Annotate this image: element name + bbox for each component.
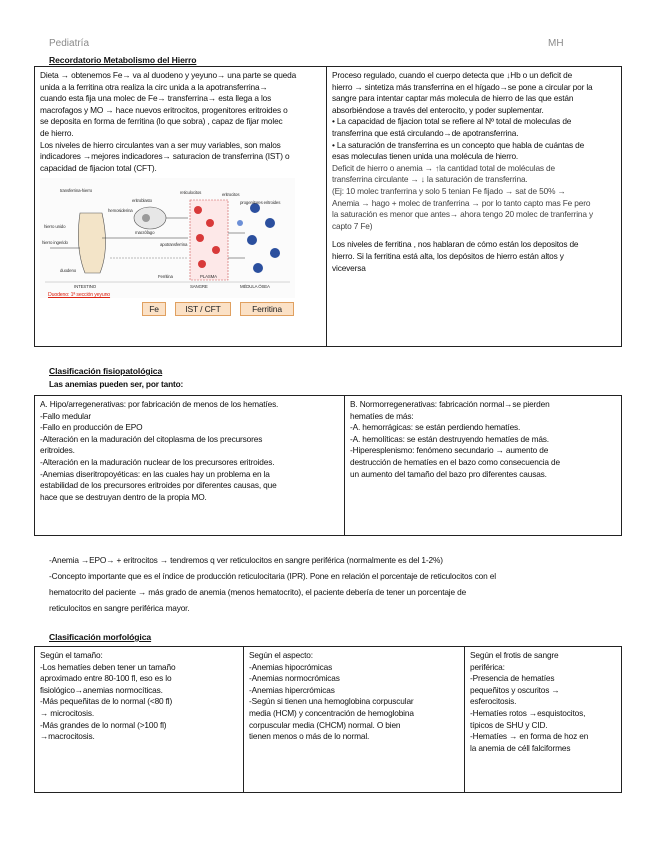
diagram-label: SANGRE <box>190 284 208 290</box>
text-line: indicadores →mejores indicadores→ saturacion de transferrina (IST) o <box>40 151 290 162</box>
hypo-regenerative-cell <box>35 396 345 536</box>
diagram-label: eritrocitos <box>222 192 240 198</box>
tag-ferritina: Ferritina <box>240 302 294 316</box>
iron-right-cell <box>327 67 622 347</box>
pathophysiological-title: Clasificación fisiopatológica <box>49 366 163 376</box>
text-line: Proceso regulado, cuando el cuerpo detecta que ↓Hb o un deficit de <box>332 70 573 80</box>
text-line: → microcitosis. <box>40 707 94 718</box>
text-line: -Más pequeñitas de lo normal (<80 fl) <box>40 696 173 707</box>
diagram-label: eritroblasto <box>132 198 152 204</box>
text-line: Dieta → obtenemos Fe→ va al duodeno y yeyuno→ una parte se queda <box>40 70 297 80</box>
smear-cell <box>465 647 622 793</box>
text-line: de hierro. <box>40 127 74 138</box>
iron-metabolism-table <box>34 66 622 347</box>
diagram-label: INTESTINO <box>74 284 97 290</box>
text-line: (Ej: 10 molec tranferrina y solo 5 tenian Fe fijado → sat de 50% → <box>332 185 566 196</box>
iron-left-cell <box>35 67 327 347</box>
diagram-label: progenitores eritroides <box>240 200 281 206</box>
text-line: -Presencia de hematíes <box>470 673 555 684</box>
size-cell <box>35 647 244 793</box>
text-line: • La capacidad de fijacion total se refiere al Nº total de moleculas de <box>332 116 572 127</box>
text-line: Según el tamaño: <box>40 650 103 660</box>
diagram-label: MÉDULA ÓSEA <box>240 284 270 290</box>
text-line: -Fallo en producción de EPO <box>40 422 143 433</box>
progenitor-cell <box>237 220 243 226</box>
header-left: Pediatría <box>49 38 90 49</box>
tag-ist-cft: IST / CFT <box>175 302 231 316</box>
text-line: corpuscular media (CHCM) normal. O bien <box>249 719 401 730</box>
text-line: unida a la ferritina otra realiza la circ unida a la apotransferrina→ <box>40 81 268 92</box>
note-line: -Anemia →EPO→ + eritrocitos → tendremos q ver reticulocitos en sangre periférica (normalmente es del 1-2%) <box>49 555 443 565</box>
morphological-title: Clasificación morfológica <box>49 632 152 642</box>
diagram-label: duodeno <box>60 268 77 274</box>
text-line: capto 7 Fe) <box>332 220 373 231</box>
text-line: media (HCM) y concentración de hemoglobina <box>249 707 414 718</box>
morphological-table <box>34 646 622 793</box>
text-line: hierro. Si la ferritina está alta, los depósitos de hierro están altos y <box>332 250 564 261</box>
diagram-label: Ferritina <box>158 274 173 280</box>
aspect-cell <box>244 647 465 793</box>
text-line: hace que se destruyan dentro de la propia MO. <box>40 491 207 502</box>
text-line: típicos de SHU y CID. <box>470 719 548 730</box>
text-line: aproximado entre 80-100 fl, eso es lo <box>40 673 172 684</box>
intestine-shape <box>78 213 105 273</box>
text-line: absorbiéndose a través del enterocito, y poder suplementar. <box>332 104 544 115</box>
text-line: -Hematíes → en forma de hoz en <box>470 731 589 742</box>
text-line: -Anemias diseritropoyéticas: en las cuales hay un problema en la <box>40 468 270 479</box>
progenitor-cell <box>270 248 280 258</box>
text-line: fisiológico→anemias normocíticas. <box>40 684 163 695</box>
diagram-label: hierro ingerido <box>42 240 68 246</box>
text-line: -Alteración en la maduración nuclear de los precursores eritroides. <box>40 456 275 467</box>
text-line: la saturación es menor que antes→ ahora tengo 20 molec de tranferrina y <box>332 209 594 220</box>
progenitor-cell <box>265 218 275 228</box>
text-line: A. Hipo/arregenerativas: por fabricación de menos de los hematíes. <box>40 399 279 409</box>
note-line: -Concepto importante que es el índice de producción reticulocitaria (IPR). Pone en relación el porcentaje de reticulocitos con el <box>49 571 496 581</box>
text-line: -Anemias normocrómicas <box>249 673 340 684</box>
text-line: -Anemias hipocrómicas <box>249 661 333 672</box>
text-line: tienen menos o más de lo normal. <box>249 731 370 742</box>
text-line: capacidad de fijacion total (CFT). <box>40 162 157 173</box>
text-line: hierro → sintetiza más transferrina en el hígado→se pone a circular por la <box>332 81 593 92</box>
text-line: Deficit de hierro o anemia → ↑la cantidad total de moléculas de <box>332 162 555 173</box>
text-line: -Hiperesplenismo: fenómeno secundario → aumento de <box>350 445 549 456</box>
text-line: pequeñitos y oscuritos → <box>470 684 560 695</box>
text-line: destrucción de hematíes en el bazo como consecuencia de <box>350 456 560 467</box>
text-line: Según el aspecto: <box>249 650 313 660</box>
text-line: Los niveles de ferritina , nos hablaran de cómo están los depositos de <box>332 239 579 250</box>
header-right: MH <box>548 38 564 49</box>
progenitor-cell <box>247 235 257 245</box>
text-line: B. Normorregenerativas: fabricación normal→se pierden <box>350 399 550 409</box>
text-line: hematíes de más: <box>350 410 414 421</box>
text-line: periférica: <box>470 661 505 672</box>
text-line: -Más grandes de lo normal (>100 fl) <box>40 719 167 730</box>
text-line: esferocitosis. <box>470 696 517 707</box>
red-cell <box>198 260 206 268</box>
diagram-label: macrófago <box>135 230 155 236</box>
text-line: -Según si tienen una hemoglobina corpuscular <box>249 696 414 707</box>
text-line: -Fallo medular <box>40 410 91 421</box>
progenitor-cell <box>253 263 263 273</box>
section2-intro: Las anemias pueden ser, por tanto: <box>49 379 184 389</box>
text-line: estabilidad de los precursores eritroides por diferentes causas, que <box>40 480 277 491</box>
text-line: →macrocitosis. <box>40 731 95 742</box>
text-line: se deposita en forma de ferritina (lo que sobra) , capaz de fijar molec <box>40 116 283 127</box>
text-line: -Alteración en la maduración del citoplasma de los precursores <box>40 433 263 444</box>
text-line: Los niveles de hierro circulantes van a ser muy variables, son malos <box>40 139 281 150</box>
diagram-svg <box>40 178 295 298</box>
red-cell <box>196 234 204 242</box>
red-cell <box>206 219 214 227</box>
text-line: la anemia de céll falciformes <box>470 742 571 753</box>
text-line: transferrina que está circulando→de apotransferrina. <box>332 127 519 138</box>
text-line: eritroides. <box>40 445 75 456</box>
normo-regenerative-cell <box>345 396 622 536</box>
text-line: -A. hemorrágicas: se están perdiendo hematíes. <box>350 422 521 433</box>
diagram-label: apotransferrina <box>160 242 188 248</box>
text-line: cuando esta fija una molec de Fe→ transferrina→ esta llega a los <box>40 93 272 104</box>
diagram-label: PLASMA <box>200 274 217 280</box>
macrophage-nucleus <box>142 214 150 222</box>
diagram-label: hierro unido <box>44 224 66 230</box>
iron-metabolism-title: Recordatorio Metabolismo del Hierro <box>49 55 197 65</box>
text-line: -Los hematíes deben tener un tamaño <box>40 661 176 672</box>
red-cell <box>212 246 220 254</box>
text-line: un aumento del tamaño del bazo pro diferentes causas. <box>350 468 547 479</box>
diagram-label: transferrina-hierro <box>60 188 93 194</box>
text-line: viceversa <box>332 262 366 273</box>
text-line: macrofagos y MO → hace nuevos eritrocitos, progenitores eritroides o <box>40 104 288 115</box>
tag-fe: Fe <box>142 302 166 316</box>
note-line: hematocrito del paciente → más grado de anemia (menos hematocrito), el paciente debería de tener un porcentaje de <box>49 587 467 597</box>
text-line: -A. hemolíticas: se están destruyendo hematíes de más. <box>350 433 549 444</box>
pathophysiological-table <box>34 395 622 536</box>
text-line: transferrina circulante → ↓ la saturación de transferrina. <box>332 174 528 185</box>
text-line: -Hematíes rotos →esquistocitos, <box>470 707 586 718</box>
iron-metabolism-diagram <box>40 178 295 315</box>
diagram-caption: Duodeno: 1ª sección yeyuno <box>48 292 111 299</box>
text-line: Según el frotis de sangre <box>470 650 559 660</box>
red-cell <box>194 206 202 214</box>
note-line: reticulocitos en sangre periférica mayor. <box>49 603 190 613</box>
text-line: Anemia → hago + molec de tranferrina → por lo tanto capto mas Fe pero <box>332 197 591 208</box>
text-line: esas moleculas tienen unida una molécula de hierro. <box>332 151 519 162</box>
text-line: -Anemias hipercrómicas <box>249 684 335 695</box>
diagram-label: hemosiderina <box>108 208 133 214</box>
text-line: • La saturación de transferrina es un concepto que habla de cuántas de <box>332 139 585 150</box>
text-line: sangre para intentar captar más molecula de hierro de las que están <box>332 93 574 104</box>
diagram-label: reticulocitos <box>180 190 202 196</box>
